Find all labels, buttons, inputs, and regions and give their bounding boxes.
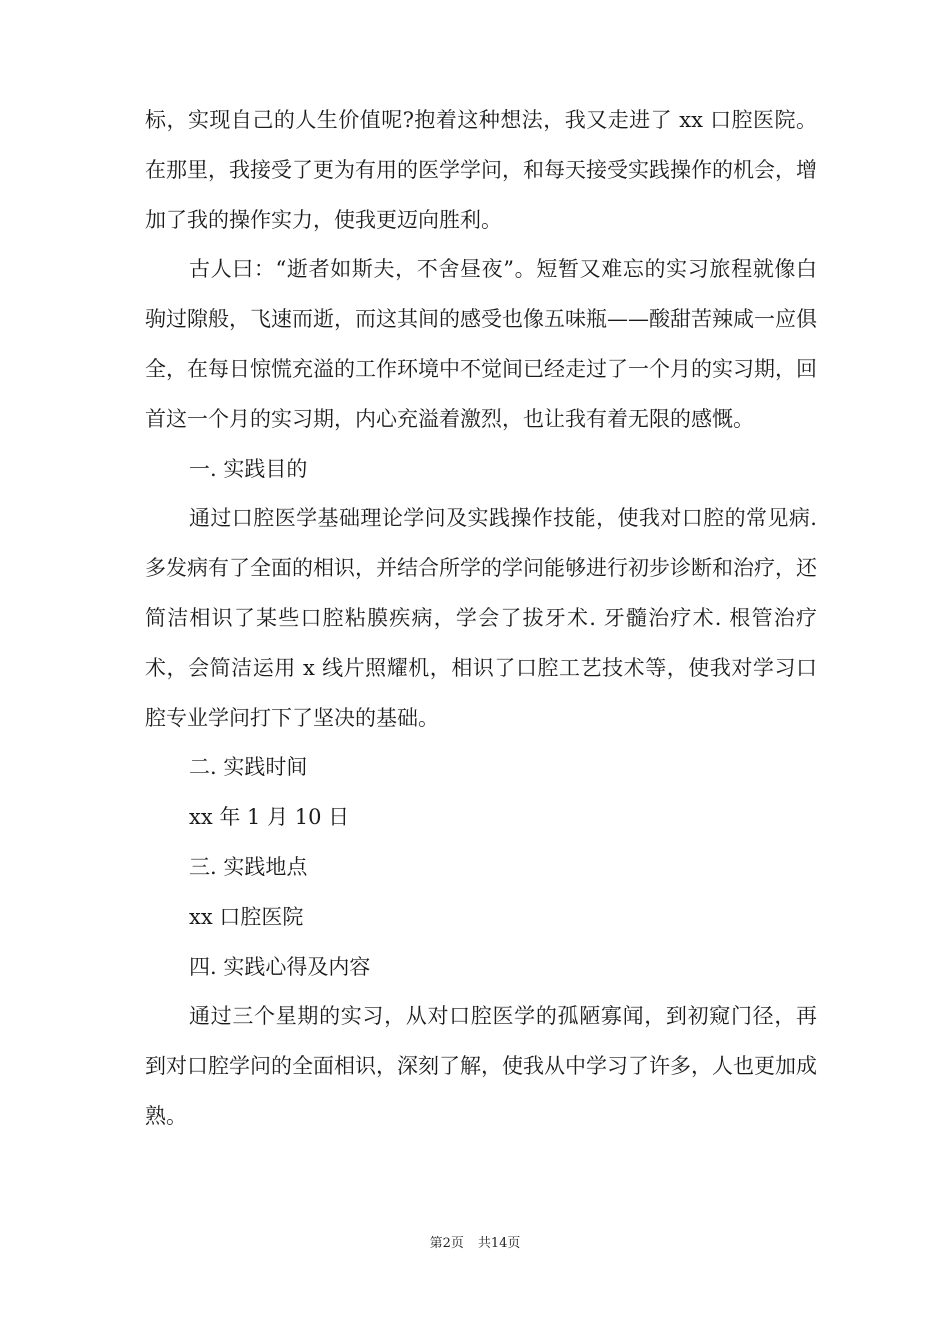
paragraph-time: xx 年 1 月 10 日 xyxy=(189,805,350,830)
section-heading-purpose: 一. 实践目的 xyxy=(189,456,308,481)
paragraph-continuation: 标，实现自己的人生价值呢?抱着这种想法，我又走进了 xx 口腔医院。在那里，我接受了更为有用的医学学问，和每天接受实践操作的机会，增加了我的操作实力，使我更迈向胜利。 xyxy=(145,108,817,232)
section-heading-experience: 四. 实践心得及内容 xyxy=(189,954,371,979)
paragraph-location: xx 口腔医院 xyxy=(189,904,304,929)
section-heading-time: 二. 实践时间 xyxy=(189,755,308,780)
page-total: 共14页 xyxy=(477,1236,521,1251)
page-footer xyxy=(0,1232,950,1251)
page-number: 第2页 xyxy=(429,1236,464,1251)
paragraph-quote: 古人曰：“逝者如斯夫，不舍昼夜”。短暂又难忘的实习旅程就像白驹过隙般，飞速而逝，而这其间的感受也像五味瓶——酸甜苦辣咸一应俱全，在每日惊慌充溢的工作环境中不觉间已经走过了一个月的实习期，回首这一个月的实习期，内心充溢着激烈，也让我有着无限的感慨。 xyxy=(145,257,817,431)
paragraph-purpose: 通过口腔医学基础理论学问及实践操作技能，使我对口腔的常见病. 多发病有了全面的相识，并结合所学的学问能够进行初步诊断和治疗，还简洁相识了某些口腔粘膜疾病，学会了拔牙术. 牙髓治疗术. 根管治疗术，会简洁运用 x 线片照耀机，相识了口腔工艺技术等，使我对学习口腔专业学问打下了坚决的基础。 xyxy=(145,506,817,730)
paragraph-experience: 通过三个星期的实习，从对口腔医学的孤陋寡闻，到初窥门径，再到对口腔学问的全面相识，深刻了解，使我从中学习了许多，人也更加成熟。 xyxy=(145,1004,817,1128)
section-heading-location: 三. 实践地点 xyxy=(189,854,308,879)
document-body xyxy=(145,96,817,1142)
